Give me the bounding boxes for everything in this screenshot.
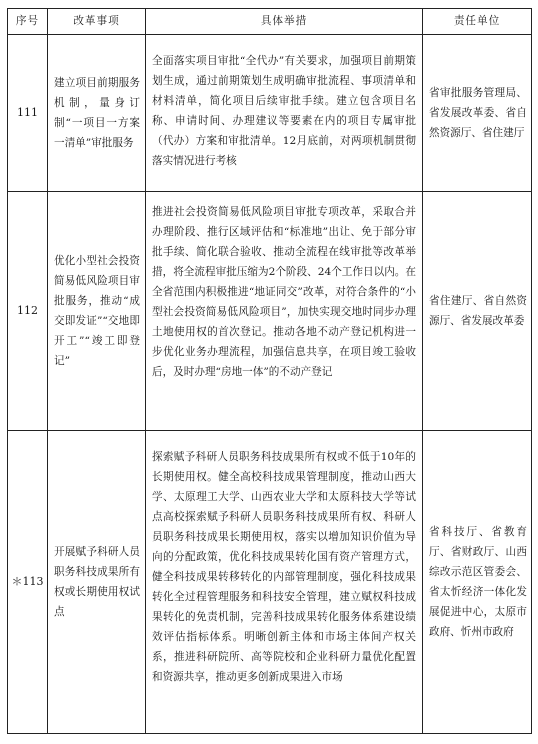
measures-cell (146, 192, 423, 431)
measures-text: 推进社会投资简易低风险项目审批专项改革，采取合并办理阶段、推行区域评估和“标准地”出让、免于部分审批手续、简化联合验收、推动全流程在线审批等改革举措，将全流程审批压缩为2个阶段、24个工作日以内。在全省范围内积极推进“地证同交”改革，对符合条件的“小型社会投资简易低风险项目”，加快实现交地时同步办理土地使用权的首次登记。推动各地不动产登记机构进一步优化业务办理流程，加强信息共享，在项目竣工验收后，及时办理“房地一体”的不动产登记 (152, 206, 416, 378)
table-row (8, 35, 532, 192)
table-row (8, 431, 532, 734)
responsible-units-cell: 省审批服务管理局、省发展改革委、省自然资源厅、省住建厅 (423, 35, 532, 192)
serial-number-cell: 112 (8, 192, 48, 431)
responsible-units-cell: 省住建厅、省自然资源厅、省发展改革委 (423, 192, 532, 431)
measures-cell (146, 35, 423, 192)
table-header (8, 9, 532, 35)
serial-number-cell: ＊113 (8, 431, 48, 734)
header-serial-number: 序号 (8, 9, 48, 35)
reform-item-cell: 建立项目前期服务机制，量身订制“一项目一方案一清单”审批服务 (48, 35, 146, 192)
reform-item-cell: 优化小型社会投资简易低风险项目审批服务，推动“成交即发证”“交地即开工”“竣工即登记” (48, 192, 146, 431)
serial-number-cell: 111 (8, 35, 48, 192)
reform-measures-table (7, 8, 532, 734)
reform-item-cell: 开展赋予科研人员职务科技成果所有权或长期使用权试点 (48, 431, 146, 734)
header-specific-measures: 具体举措 (146, 9, 423, 35)
table-body (8, 35, 532, 734)
table-row (8, 192, 532, 431)
measures-text: 探索赋予科研人员职务科技成果所有权或不低于10年的长期使用权。健全高校科技成果管理制度，推动山西大学、太原理工大学、山西农业大学和太原科技大学等试点高校探索赋予科研人员职务科技成果所有权、科研人员职务科技成果长期使用权，落实以增加知识价值为导向的分配政策，优化科技成果转化国有资产管理方式，健全科技成果转移转化的内部管理制度，强化科技成果转化全过程管理服务和科技安全管理，建立赋权科技成果转化的免责机制，完善科技成果转化服务体系建设绩效评估指标体系。明晰创新主体和市场主体间产权关系，推进科研院所、高等院校和企业科研力量优化配置和资源共享，推动更多创新成果进入市场 (152, 451, 416, 683)
header-responsible-units: 责任单位 (423, 9, 532, 35)
measures-text: 全面落实项目审批“全代办”有关要求，加强项目前期策划生成，通过前期策划生成明确审批流程、事项清单和材料清单，简化项目后续审批手续。建立包含项目名称、申请时间、办理建议等要素在内的项目专属审批（代办）方案和审批清单。12月底前，对两项机制贯彻落实情况进行考核 (152, 55, 416, 167)
header-row (8, 9, 532, 35)
responsible-units-cell: 省科技厅、省教育厅、省财政厅、山西综改示范区管委会、省太忻经济一体化发展促进中心，太原市政府、忻州市政府 (423, 431, 532, 734)
measures-cell (146, 431, 423, 734)
header-reform-item: 改革事项 (48, 9, 146, 35)
